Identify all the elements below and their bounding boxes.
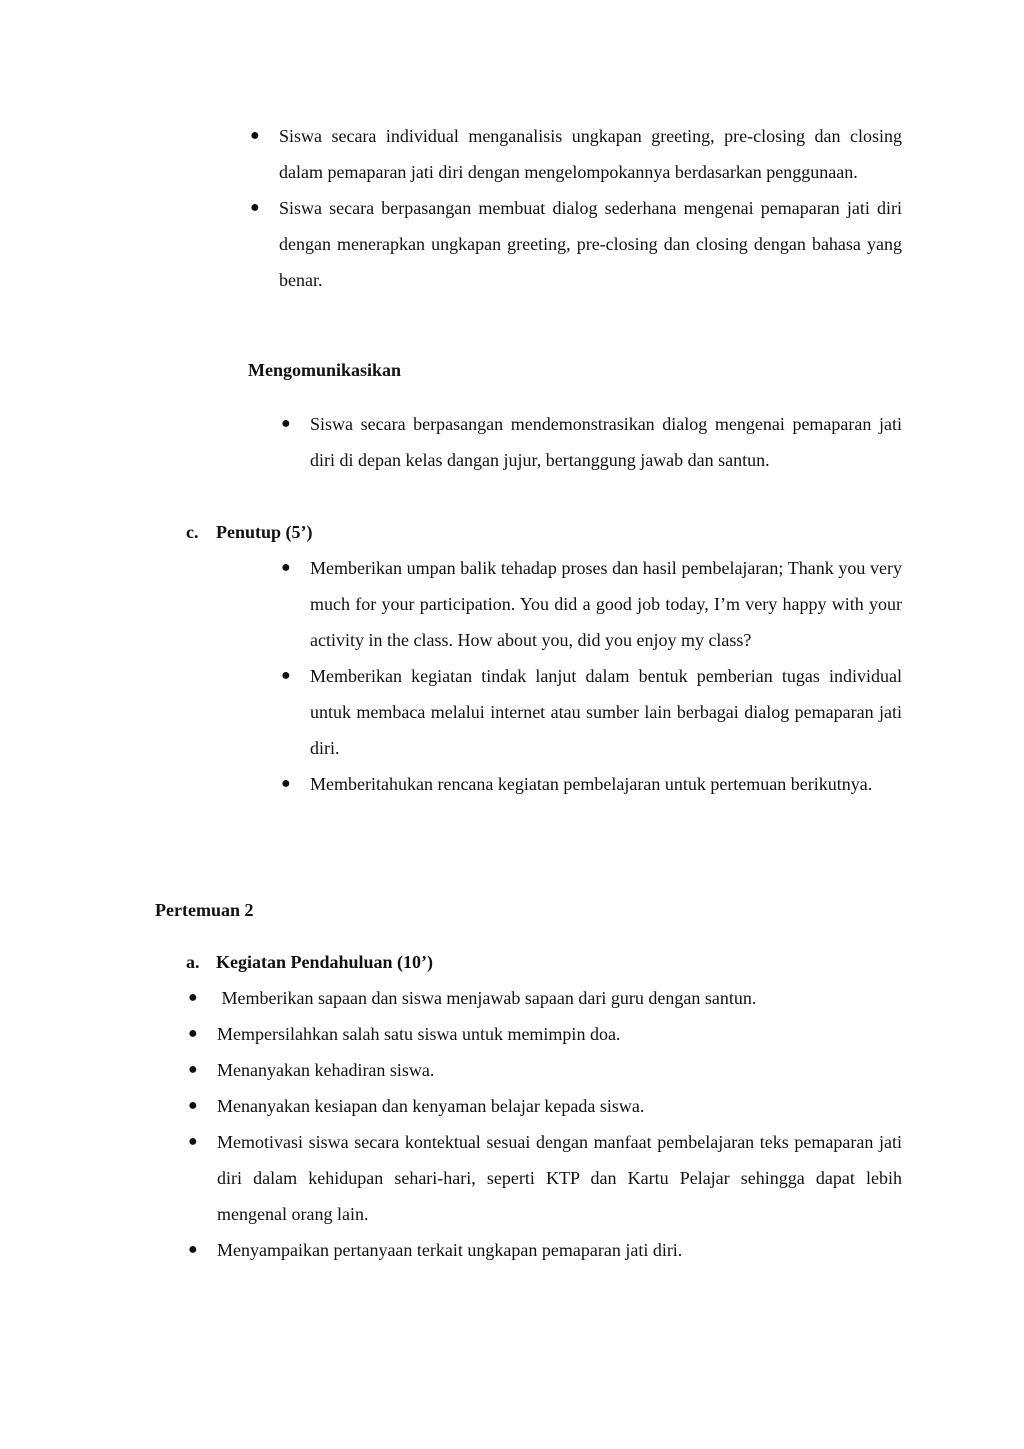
- bullet-icon: ●: [188, 1025, 198, 1042]
- list-item: ● Memberitahukan rencana kegiatan pembelajaran untuk pertemuan berikutnya.: [310, 766, 902, 802]
- section-title: Penutup (5’): [216, 522, 313, 542]
- bullet-icon: ●: [188, 1061, 198, 1078]
- list-item: ● Siswa secara berpasangan mendemonstrasikan dialog mengenai pemaparan jati diri di depan kelas dangan jujur, bertanggung jawab dan santun.: [310, 406, 902, 478]
- bullet-list: [188, 980, 902, 1268]
- bullet-icon: ●: [188, 1241, 198, 1258]
- bullet-icon: ●: [250, 127, 260, 144]
- section-heading: [186, 944, 433, 980]
- list-item: ● Menyampaikan pertanyaan terkait ungkapan pemaparan jati diri.: [217, 1232, 902, 1268]
- list-item: ● Siswa secara individual menganalisis ungkapan greeting, pre-closing dan closing dalam pemaparan jati diri dengan mengelompokannya berdasarkan penggunaan.: [279, 118, 902, 190]
- bullet-icon: ●: [281, 559, 291, 576]
- list-item: ● Siswa secara berpasangan membuat dialog sederhana mengenai pemaparan jati diri dengan menerapkan ungkapan greeting, pre-closing dan closing dengan bahasa yang benar.: [279, 190, 902, 298]
- list-item: ● Menanyakan kesiapan dan kenyaman belajar kepada siswa.: [217, 1088, 902, 1124]
- bullet-list: [250, 118, 902, 298]
- list-item: ● Memberikan kegiatan tindak lanjut dalam bentuk pemberian tugas individual untuk membaca melalui internet atau sumber lain berbagai dialog pemaparan jati diri.: [310, 658, 902, 766]
- bullet-icon: ●: [281, 667, 291, 684]
- bullet-icon: ●: [250, 199, 260, 216]
- section-heading: [186, 514, 313, 550]
- list-item: ● Mempersilahkan salah satu siswa untuk memimpin doa.: [217, 1016, 902, 1052]
- bullet-list: [281, 550, 902, 802]
- bullet-icon: ●: [281, 415, 291, 432]
- bullet-icon: ●: [188, 989, 198, 1006]
- list-item: ● Memberikan sapaan dan siswa menjawab sapaan dari guru dengan santun.: [217, 980, 902, 1016]
- list-label: a.: [186, 952, 200, 972]
- bullet-list: [281, 406, 902, 478]
- section-heading: Mengomunikasikan: [248, 360, 402, 380]
- list-item: ● Memotivasi siswa secara kontektual sesuai dengan manfaat pembelajaran teks pemaparan jati diri dalam kehidupan sehari-hari, seperti KTP dan Kartu Pelajar sehingga dapat lebih mengenal orang lain.: [217, 1124, 902, 1232]
- section-title: Kegiatan Pendahuluan (10’): [216, 952, 434, 972]
- list-item: ● Menanyakan kehadiran siswa.: [217, 1052, 902, 1088]
- bullet-icon: ●: [281, 775, 291, 792]
- page-title: Pertemuan 2: [155, 900, 254, 920]
- list-item: ● Memberikan umpan balik tehadap proses dan hasil pembelajaran; Thank you very much for your participation. You did a good job today, I’m very happy with your activity in the class. How about you, did you enjoy my class?: [310, 550, 902, 658]
- bullet-icon: ●: [188, 1133, 198, 1150]
- bullet-icon: ●: [188, 1097, 198, 1114]
- list-label: c.: [186, 522, 199, 542]
